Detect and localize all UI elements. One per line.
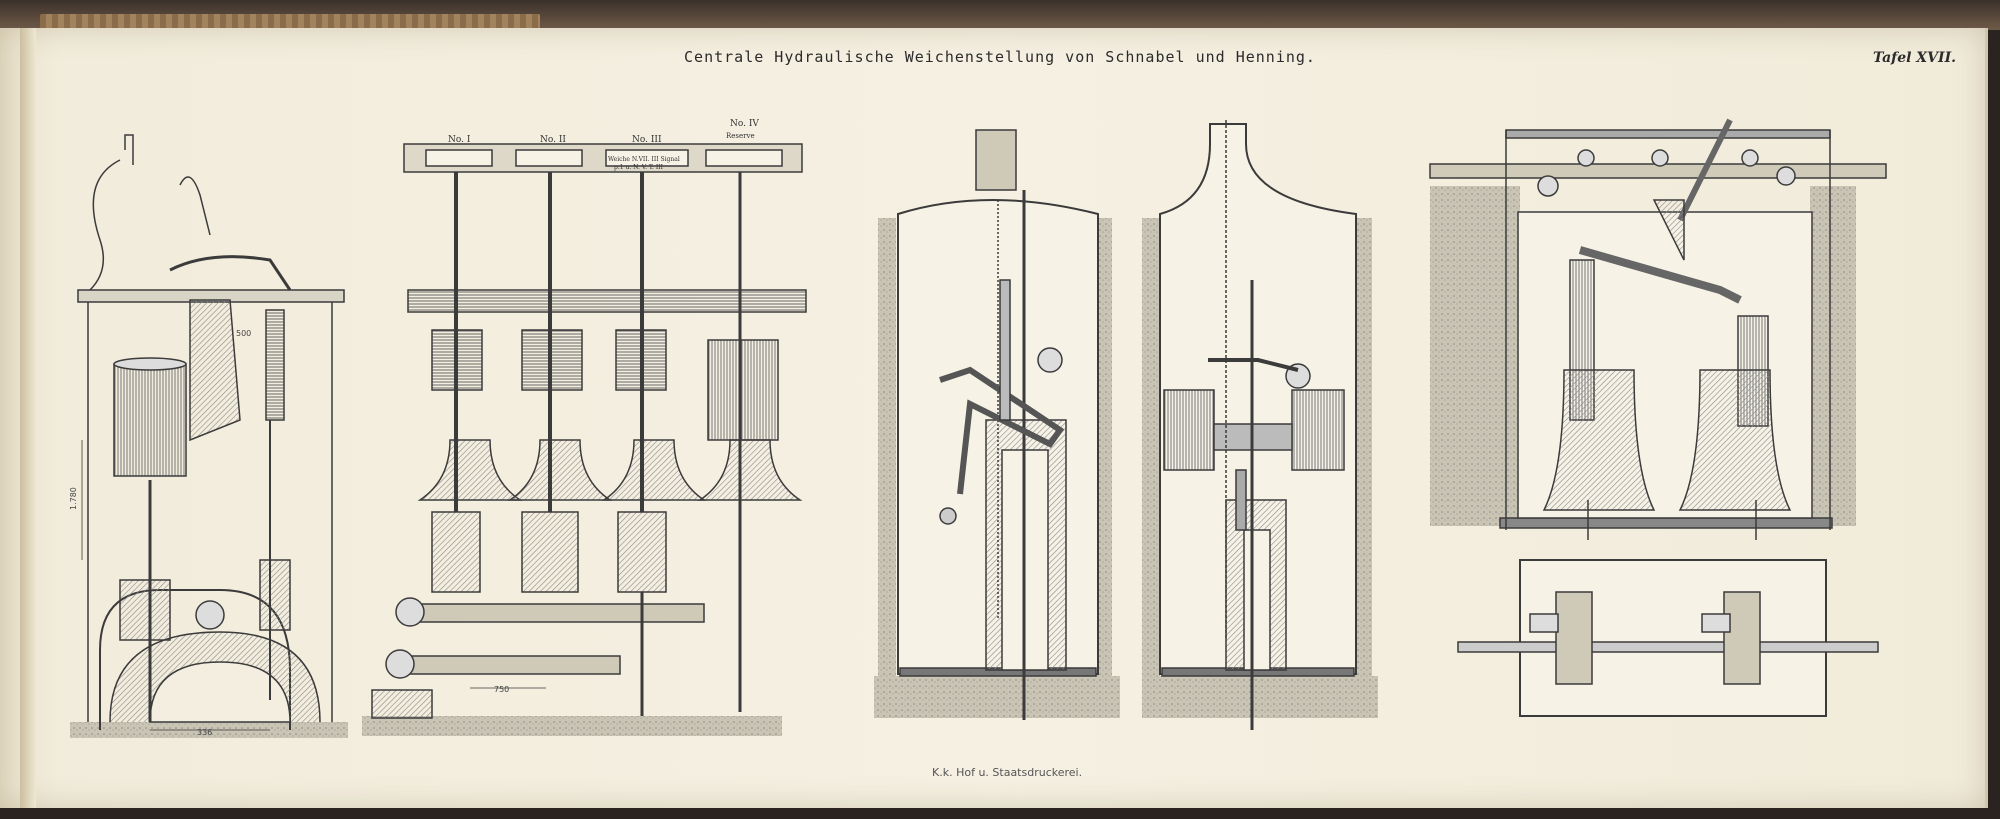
plate-title: Centrale Hydraulische Weichenstellung von Schnabel und Henning. [684, 48, 1316, 66]
frame-label-reserve: Reserve [726, 132, 755, 140]
dim-left-bottom: 336 [197, 728, 213, 737]
frame-label-4: No. IV [730, 119, 759, 129]
figure-accumulator-left [874, 130, 1120, 720]
dim-mid-bottom: 750 [494, 685, 510, 694]
figure-pump-engine [1430, 120, 1886, 716]
frame-label-nr: p.1 u. N. V. T. III [614, 164, 663, 171]
figure-lever-frame-front [362, 144, 806, 736]
figure-lever-frame-side [70, 135, 348, 738]
dim-s: 500 [236, 329, 252, 338]
figure-accumulator-right [1142, 120, 1378, 730]
frame-label-1: No. I [448, 135, 471, 145]
plate-number: Tafel XVII. [1873, 50, 1956, 66]
printer-imprint: K.k. Hof u. Staatsdruckerei. [932, 766, 1083, 779]
frame-label-2: No. II [540, 135, 566, 145]
dim-left-side: 1.780 [69, 487, 78, 510]
frame-label-weiche: Weiche N.VII. III Signal [608, 156, 680, 163]
frame-label-3: No. III [632, 135, 662, 145]
